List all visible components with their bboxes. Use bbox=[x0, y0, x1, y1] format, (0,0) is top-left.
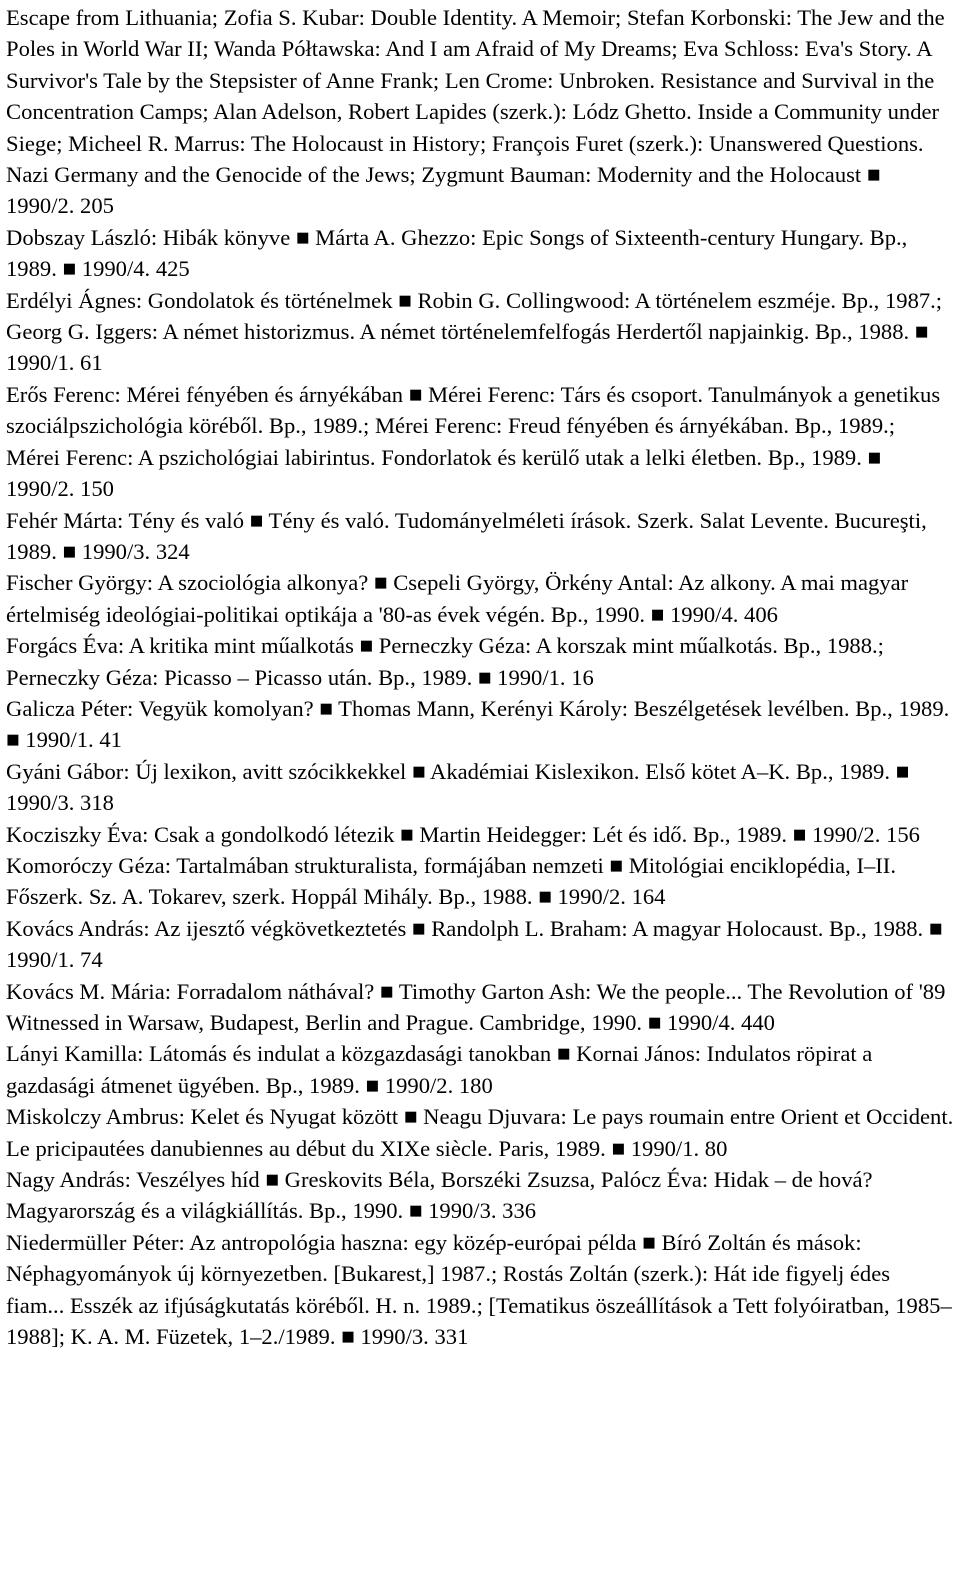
bibliography-entry: Escape from Lithuania; Zofia S. Kubar: Double Identity. A Memoir; Stefan Korbonski: The Jew and the Poles in World War II; Wanda Półtawska: And I am Afraid of My Dreams; Eva Schloss: Eva's Story. A Survivor's Tale by the Stepsister of Anne Frank; Len Crome: Unbroken. Resistance and Survival in the Concentration Camps; Alan Adelson, Robert Lapides (szerk.): Lódz Ghetto. Inside a Community under Siege; Micheel R. Marrus: The Holocaust in History; François Furet (szerk.): Unanswered Questions. Nazi Germany and the Genocide of the Jews; Zygmunt Bauman: Modernity and the Holocaust ■ 1990/2. 205 bbox=[6, 5, 945, 219]
bibliography-entry: Kocziszky Éva: Csak a gondolkodó létezik ■ Martin Heidegger: Lét és idő. Bp., 1989. ■ 1990/2. 156 bbox=[6, 821, 920, 847]
bibliography-entry: Forgács Éva: A kritika mint műalkotás ■ Perneczky Géza: A korszak mint műalkotás. Bp., 1988.; Perneczky Géza: Picasso – Picasso után. Bp., 1989. ■ 1990/1. 16 bbox=[6, 633, 884, 690]
bibliography-entry: Kovács M. Mária: Forradalom náthával? ■ Timothy Garton Ash: We the people... The Revolution of '89 Witnessed in Warsaw, Budapest, Berlin and Prague. Cambridge, 1990. ■ 1990/4. 440 bbox=[6, 978, 946, 1035]
bibliography-entry: Komoróczy Géza: Tartalmában strukturalista, formájában nemzeti ■ Mitológiai enciklopédia, I–II. Főszerk. Sz. A. Tokarev, szerk. Hoppál Mihály. Bp., 1988. ■ 1990/2. 164 bbox=[6, 852, 896, 910]
bibliography-entry: Erdélyi Ágnes: Gondolatok és történelmek ■ Robin G. Collingwood: A történelem eszméje. Bp., 1987.; Georg G. Iggers: A német historizmus. A német történelemfelfogás Herdertől napjainkig. Bp., 1988. ■ 1990/1. 61 bbox=[6, 287, 943, 376]
bibliography-entry: Fischer György: A szociológia alkonya? ■ Csepeli György, Örkény Antal: Az alkony. A mai magyar értelmiség ideológiai-politikai optikája a '80-as évek végén. Bp., 1990. ■ 1990/4. 406 bbox=[6, 570, 909, 627]
bibliography-entry: Erős Ferenc: Mérei fényében és árnyékában ■ Mérei Ferenc: Társ és csoport. Tanulmányok a genetikus szociálpszichológia köréből. Bp., 1989.; Mérei Ferenc: Freud fényében és árnyékában. Bp., 1989.; Mérei Ferenc: A pszichológiai labirintus. Fondorlatok és kerülő utak a lelki életben. Bp., 1989. ■ 1990/2. 150 bbox=[6, 381, 941, 502]
bibliography-entry: Miskolczy Ambrus: Kelet és Nyugat között ■ Neagu Djuvara: Le pays roumain entre Orient et Occident. Le pricipautées danubiennes au début du XIXe siècle. Paris, 1989. ■ 1990/1. 80 bbox=[6, 1104, 954, 1161]
bibliography-entry: Fehér Márta: Tény és való ■ Tény és való. Tudományelméleti írások. Szerk. Salat Levente. Bucureşti, 1989. ■ 1990/3. 324 bbox=[6, 507, 927, 564]
bibliography-entry: Gyáni Gábor: Új lexikon, avitt szócikkekkel ■ Akadémiai Kislexikon. Első kötet A–K. Bp., 1989. ■ 1990/3. 318 bbox=[6, 758, 910, 816]
bibliography-entry: Niedermüller Péter: Az antropológia haszna: egy közép-európai példa ■ Bíró Zoltán és mások: Néphagyományok új környezetben. [Bukarest,] 1987.; Rostás Zoltán (szerk.): Hát ide figyelj édes fiam... Esszék az ifjúságkutatás köréből. H. n. 1989.; [Tematikus öszeállítások a Tett folyóiratban, 1985–1988]; K. A. M. Füzetek, 1–2./1989. ■ 1990/3. 331 bbox=[6, 1229, 952, 1350]
bibliography-entry: Nagy András: Veszélyes híd ■ Greskovits Béla, Borszéki Zsuzsa, Palócz Éva: Hidak – de hová? Magyarország és a világkiállítás. Bp., 1990. ■ 1990/3. 336 bbox=[6, 1167, 873, 1224]
bibliography-entry: Dobszay László: Hibák könyve ■ Márta A. Ghezzo: Epic Songs of Sixteenth-century Hungary. Bp., 1989. ■ 1990/4. 425 bbox=[6, 224, 908, 282]
bibliography-entry: Lányi Kamilla: Látomás és indulat a közgazdasági tanokban ■ Kornai János: Indulatos röpirat a gazdasági átmenet ügyében. Bp., 1989. ■ 1990/2. 180 bbox=[6, 1041, 873, 1098]
bibliography-entry: Kovács András: Az ijesztő végkövetkeztetés ■ Randolph L. Braham: A magyar Holocaust. Bp., 1988. ■ 1990/1. 74 bbox=[6, 915, 943, 973]
bibliography-entry: Galicza Péter: Vegyük komolyan? ■ Thomas Mann, Kerényi Károly: Beszélgetések levélben. Bp., 1989. ■ 1990/1. 41 bbox=[6, 695, 950, 753]
